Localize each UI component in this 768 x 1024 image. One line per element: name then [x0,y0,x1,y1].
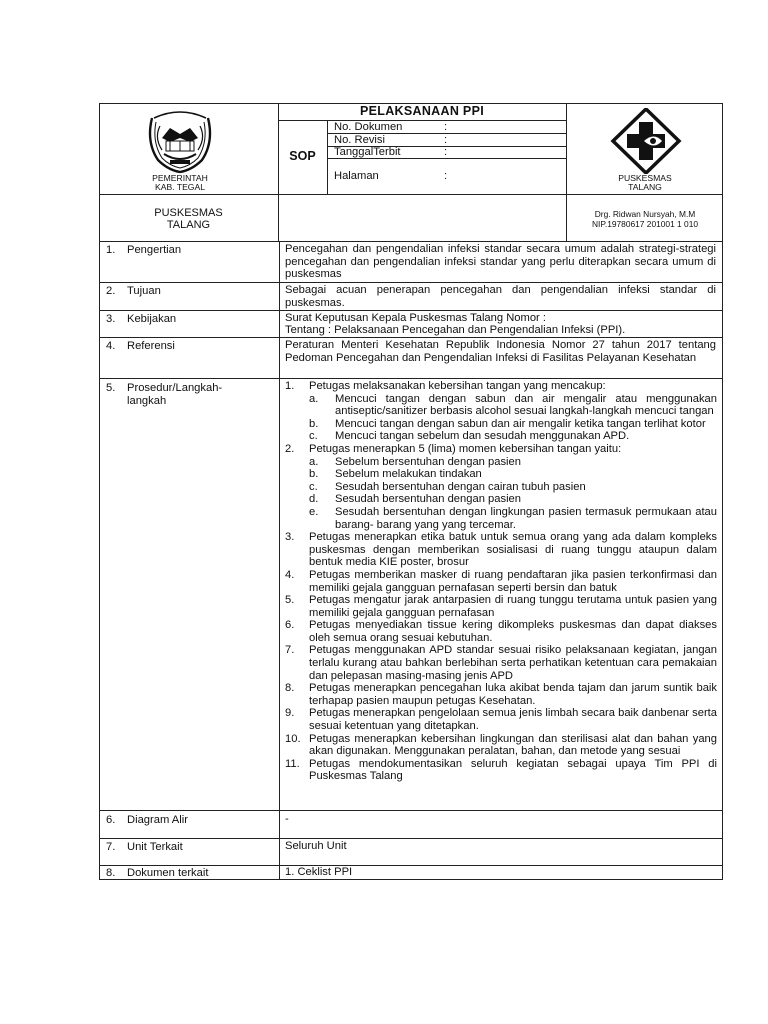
content-referensi: Peraturan Menteri Kesehatan Republik Indonesia Nomor 27 tahun 2017 tentang Pedoman Pencegahan dan Pengendalian Infeksi di Fasilitas Pelayanan Kesehatan [285,339,716,364]
procedure-item-number: 6. [285,619,295,632]
content-kebijakan-line1: Surat Keputusan Kepala Puskesmas Talang Nomor : [285,312,546,324]
procedure-item [285,733,717,758]
procedure-item-number: 11. [285,757,300,770]
unit-line1: PUSKESMAS [154,207,223,219]
procedure-item [285,644,717,682]
procedure-item [285,707,717,732]
procedure-item-text: Petugas menerapkan etika batuk untuk semua orang yang ada dalam kompleks puskesmas dengan memberikan sosialisasi di ruang tunggu ataupun dalam bentuk media KIE poster, brosur [309,531,717,569]
row-line-4 [99,378,723,379]
sop-label: SOP [289,149,316,163]
procedure-item-number: 1. [285,380,295,392]
procedure-subitem-text: Mencuci tangan dengan sabun dan air mengalir atau menggunakan antiseptic/sanitizer berbasis alcohol sesuai langkah-langkah mencuci tangan [335,392,717,418]
section-number-5: 5. [106,382,116,394]
sop-divider [327,120,328,194]
left-org-line1: PEMERINTAH [152,173,208,183]
signer-name: Drg. Ridwan Nursyah, M.M [594,209,696,219]
content-diagram: - [285,813,289,825]
procedure-item [285,682,717,707]
row-line-2 [99,310,723,311]
row-line-3 [99,337,723,338]
procedure-item [285,380,717,393]
procedure-item-number: 9. [285,707,295,720]
unit-line2: TALANG [166,219,211,231]
section-label-tujuan: Tujuan [127,285,161,297]
right-org-line1: PUSKESMAS [618,173,672,183]
procedure-subitem-letter: a. [309,455,319,468]
procedure-item-number: 4. [285,568,295,581]
section-label-referensi: Referensi [127,340,175,352]
procedure-item-number: 2. [285,442,295,455]
signer-nip: NIP.19780617 201001 1 010 [591,219,699,229]
procedure-item-text: Petugas menerapkan kebersihan lingkungan dan sterilisasi alat dan bahan yang akan digunakan. Menggunakan peralatan, bahan, dan metode yang sesuai [309,732,717,758]
procedure-subitem-text: Sesudah bersentuhan dengan lingkungan pasien termasuk permukaan atau barang- barang yang yang tercemar. [335,505,717,531]
procedure-subitem-letter: c. [309,430,318,443]
section-number-2: 2. [106,285,116,297]
section-number-4: 4. [106,340,116,352]
procedure-subitem-letter: a. [309,392,319,405]
procedure-item [285,569,717,594]
section-number-7: 7. [106,841,116,853]
field-sep-halaman: : [444,170,448,182]
procedure-item-text: Petugas melaksanakan kebersihan tangan yang mencakup: [309,380,606,392]
right-org-line2: TALANG [628,182,662,192]
section-number-6: 6. [106,814,116,826]
procedure-subitem [285,506,717,531]
procedure-list [285,380,717,783]
header-divider-1 [278,103,279,241]
procedure-item-number: 8. [285,682,295,695]
section-number-1: 1. [106,244,116,256]
content-kebijakan-line2: Tentang : Pelaksanaan Pencegahan dan Pengendalian Infeksi (PPI). [285,324,626,336]
procedure-item [285,594,717,619]
procedure-subitem [285,430,717,443]
section-label-diagram: Diagram Alir [127,814,188,826]
field-label-revisi: No. Revisi [334,134,385,146]
procedure-subitem-text: Sesudah bersentuhan dengan cairan tubuh pasien [335,480,586,493]
content-unit-terkait: Seluruh Unit [285,840,347,852]
content-dokumen-terkait: 1. Ceklist PPI [285,866,353,878]
procedure-item [285,758,717,783]
procedure-subitem-letter: b. [309,468,319,481]
procedure-item-number: 3. [285,531,295,544]
header-bottom-line [99,241,723,242]
procedure-item-text: Petugas menerapkan pencegahan luka akibat benda tajam dan jarum suntik baik terhapap pasien maupun petugas Kesehatan. [309,682,717,707]
procedure-subitem [285,468,717,481]
puskesmas-logo-icon [604,108,688,174]
procedure-item-text: Petugas menyediakan tissue kering dikompleks puskesmas dan dapat diakses oleh semua orang sesuai kebutuhan. [309,619,717,644]
section-label-unit: Unit Terkait [127,841,183,853]
section-number-8: 8. [106,867,116,879]
procedure-subitem-letter: b. [309,417,319,430]
procedure-subitem-text: Sebelum bersentuhan dengan pasien [335,455,521,468]
procedure-subitem-letter: d. [309,493,319,506]
tegal-emblem-icon [140,108,220,174]
field-label-tanggal: TanggalTerbit [334,146,401,158]
field-label-halaman: Halaman [334,170,379,182]
header-mid-line [99,194,723,195]
procedure-item [285,619,717,644]
procedure-subitem [285,393,717,418]
row-line-5 [99,810,723,811]
left-org-line2: KAB. TEGAL [155,182,205,192]
procedure-subitem-letter: c. [309,480,318,493]
procedure-item-text: Petugas menggunakan APD standar sesuai risiko pelaksanaan kegiatan, jangan terlalu kurang atau bahkan berlebihan serta perhatikan ketentuan cara pemakaian dan pelepasan masing-masing jenis APD [309,644,717,682]
procedure-item-number: 5. [285,594,295,607]
procedure-item-text: Petugas mendokumentasikan seluruh kegiatan sebagai upaya Tim PPI di Puskesmas Talang [309,757,717,783]
field-sep-dokumen: : [444,121,448,133]
procedure-item-number: 10. [285,732,301,745]
row-line-7 [99,865,723,866]
procedure-subitem-text: Sebelum melakukan tindakan [335,468,482,481]
row-line-1 [99,282,723,283]
title-bottom-line [278,120,566,121]
procedure-subitem [285,481,717,494]
procedure-subitem-text: Mencuci tangan sebelum dan sesudah menggunakan APD. [335,430,630,443]
row-line-6 [99,838,723,839]
section-label-pengertian: Pengertian [127,244,182,256]
procedure-subitem-text: Sesudah bersentuhan dengan pasien [335,493,521,506]
field-label-dokumen: No. Dokumen [334,121,403,133]
field-sep-tanggal: : [444,146,448,158]
section-label-prosedur: Prosedur/Langkah-langkah [127,382,223,407]
procedure-item-text: Petugas mengatur jarak antarpasien di ruang tunggu terutama untuk pasien yang memiliki gejala gangguan pernafasan [309,594,717,619]
section-number-3: 3. [106,313,116,325]
section-label-kebijakan: Kebijakan [127,313,177,325]
procedure-subitem-letter: e. [309,505,319,518]
section-label-dokumen: Dokumen terkait [127,867,209,879]
procedure-item [285,443,717,456]
content-pengertian: Pencegahan dan pengendalian infeksi standar secara umum adalah strategi-strategi pencegahan dan pengendalian infeksi standar yang perlu diterapkan secara umum di puskesmas [285,243,716,281]
procedure-item-text: Petugas menerapkan 5 (lima) momen kebersihan tangan yaitu: [309,442,622,455]
procedure-subitem [285,456,717,469]
field-sep-revisi: : [444,134,448,146]
procedure-item [285,531,717,569]
document-title: PELAKSANAAN PPI [360,104,484,118]
procedure-subitem [285,418,717,431]
content-tujuan: Sebagai acuan penerapan pencegahan dan pengendalian infeksi standar di puskesmas. [285,284,716,309]
procedure-item-text: Petugas memberikan masker di ruang pendaftaran jika pasien terkonfirmasi dan memiliki gejala gangguan pernafasan seperti bersin dan batuk [309,568,717,594]
procedure-subitem-text: Mencuci tangan dengan sabun dan air mengalir ketika tangan terlihat kotor [335,417,706,430]
procedure-item-number: 7. [285,644,295,657]
procedure-item-text: Petugas menerapkan pengelolaan semua jenis limbah secara baik danbenar serta sesuai ketentuan yang ditetapkan. [309,707,717,733]
procedure-subitem [285,493,717,506]
